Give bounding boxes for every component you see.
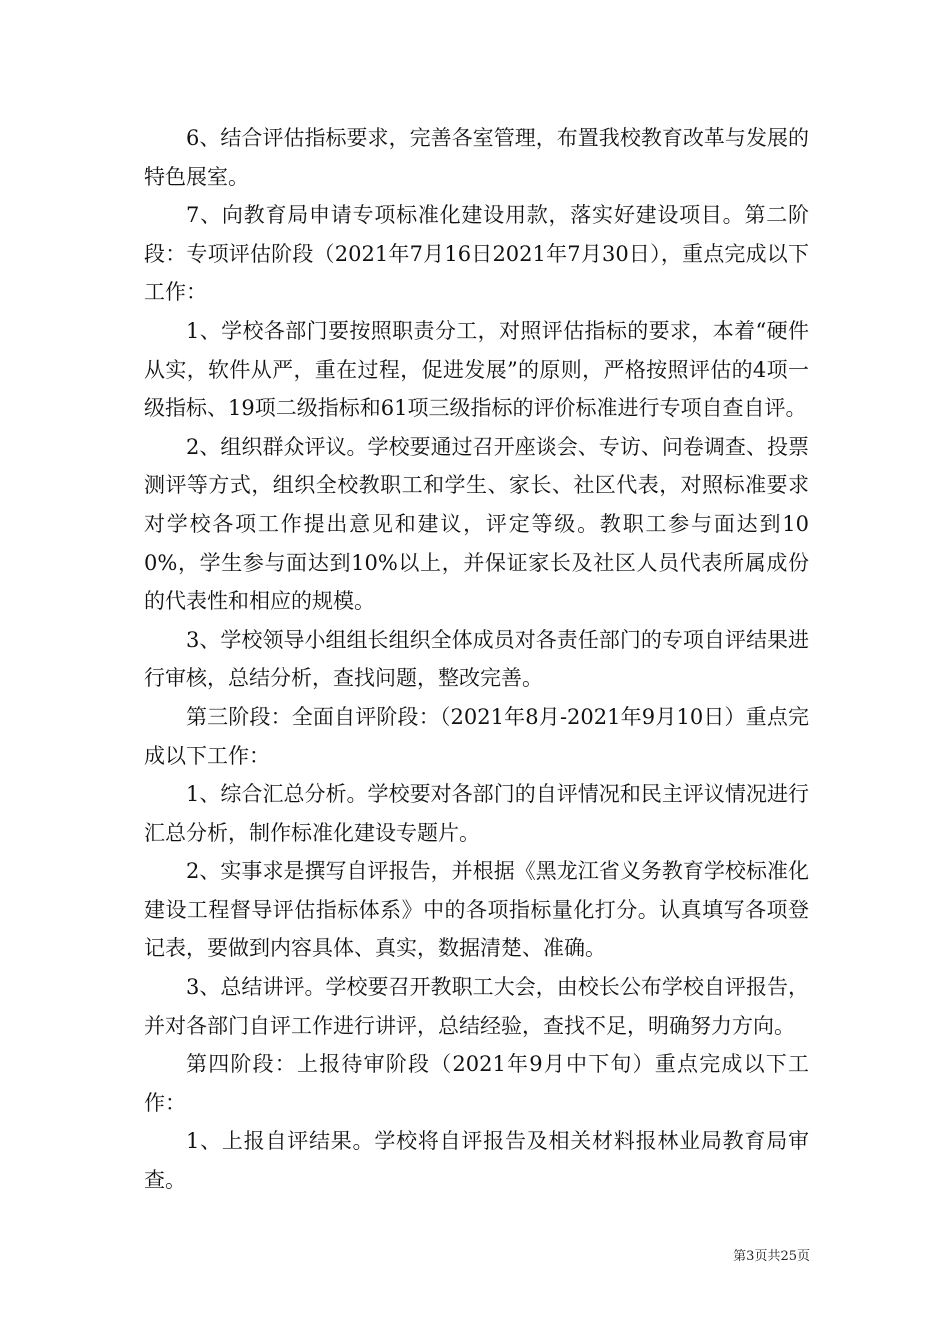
paragraph-10: 第四阶段：上报待审阶段（2021年9月中下旬）重点完成以下工作： <box>144 1052 809 1115</box>
document-body <box>144 119 809 1200</box>
paragraph-5: 3、学校领导小组组长组织全体成员对各责任部门的专项自评结果进行审核，总结分析，查找问题，整改完善。 <box>144 627 809 691</box>
paragraph-2: 7、向教育局申请专项标准化建设用款，落实好建设项目。第二阶段：专项评估阶段（2021年7月16日2021年7月30日），重点完成以下工作： <box>144 203 809 305</box>
paragraph-11: 1、上报自评结果。学校将自评报告及相关材料报林业局教育局审查。 <box>144 1129 809 1193</box>
paragraph-4: 2、组织群众评议。学校要通过召开座谈会、专访、问卷调查、投票测评等方式，组织全校教职工和学生、家长、社区代表，对照标准要求对学校各项工作提出意见和建议，评定等级。教职工参与面达到100%，学生参与面达到10%以上，并保证家长及社区人员代表所属成份的代表性和相应的规模。 <box>144 434 809 614</box>
paragraph-7: 1、综合汇总分析。学校要对各部门的自评情况和民主评议情况进行汇总分析，制作标准化建设专题片。 <box>144 782 809 845</box>
paragraph-3: 1、学校各部门要按照职责分工，对照评估指标的要求，本着“硬件从实，软件从严，重在过程，促进发展”的原则，严格按照评估的4项一级指标、19项二级指标和61项三级指标的评价标准进行专项自查自评。 <box>144 318 809 421</box>
paragraph-8: 2、实事求是撰写自评报告，并根据《黑龙江省义务教育学校标准化建设工程督导评估指标体系》中的各项指标量化打分。认真填写各项登记表，要做到内容具体、真实，数据清楚、准确。 <box>144 859 809 961</box>
page-number-footer: 第3页共25页 <box>733 1249 810 1264</box>
paragraph-9: 3、总结讲评。学校要召开教职工大会，由校长公布学校自评报告，并对各部门自评工作进行讲评，总结经验，查找不足，明确努力方向。 <box>144 975 809 1038</box>
paragraph-1: 6、结合评估指标要求，完善各室管理，布置我校教育改革与发展的特色展室。 <box>144 126 809 189</box>
paragraph-6: 第三阶段：全面自评阶段：（2021年8月-2021年9月10日）重点完成以下工作： <box>144 704 809 768</box>
